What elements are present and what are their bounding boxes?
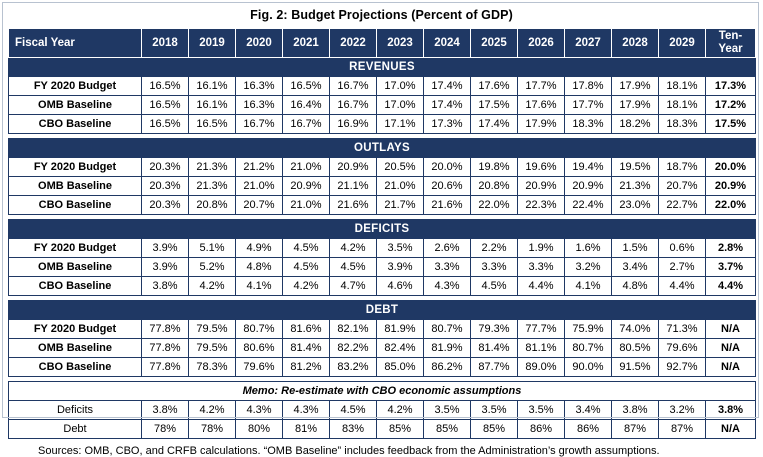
table-cell: 16.5% xyxy=(189,115,236,134)
table-header-row xyxy=(9,29,756,58)
table-cell: 19.8% xyxy=(471,158,518,177)
row-label: OMB Baseline xyxy=(9,177,142,196)
table-cell: 17.4% xyxy=(424,96,471,115)
table-cell: 20.3% xyxy=(142,158,189,177)
table-cell: 80.6% xyxy=(236,339,283,358)
table-cell: 4.5% xyxy=(283,239,330,258)
table-cell: 19.5% xyxy=(612,158,659,177)
table-cell: 17.5% xyxy=(471,96,518,115)
table-cell: 21.0% xyxy=(283,196,330,215)
table-row xyxy=(9,258,756,277)
table-cell: 17.0% xyxy=(377,77,424,96)
table-cell: 17.4% xyxy=(471,115,518,134)
row-label: CBO Baseline xyxy=(9,115,142,134)
table-cell: 17.9% xyxy=(612,96,659,115)
table-cell: 16.7% xyxy=(283,115,330,134)
table-cell: 4.5% xyxy=(330,258,377,277)
table-cell: 16.7% xyxy=(236,115,283,134)
table-cell: 3.2% xyxy=(565,258,612,277)
table-cell: 21.3% xyxy=(612,177,659,196)
section-band-label: OUTLAYS xyxy=(9,139,756,158)
section-band-label: REVENUES xyxy=(9,58,756,77)
table-cell: 3.2% xyxy=(659,401,706,420)
column-header-year: 2019 xyxy=(189,29,236,58)
table-cell: 77.7% xyxy=(518,320,565,339)
table-cell: 4.2% xyxy=(189,277,236,296)
table-cell: 80.7% xyxy=(565,339,612,358)
column-header-year: 2027 xyxy=(565,29,612,58)
table-cell: 21.6% xyxy=(424,196,471,215)
ten-year-cell: 22.0% xyxy=(706,196,756,215)
table-cell: 21.3% xyxy=(189,158,236,177)
table-cell: 21.2% xyxy=(236,158,283,177)
page-title: Fig. 2: Budget Projections (Percent of GDP) xyxy=(250,8,513,22)
table-cell: 3.4% xyxy=(565,401,612,420)
table-cell: 4.3% xyxy=(283,401,330,420)
section-band-label: DEBT xyxy=(9,301,756,320)
ten-year-cell: N/A xyxy=(706,420,756,439)
table-cell: 20.5% xyxy=(377,158,424,177)
table-cell: 4.2% xyxy=(330,239,377,258)
section-band-row xyxy=(9,301,756,320)
section-band-row xyxy=(9,220,756,239)
table-cell: 79.3% xyxy=(471,320,518,339)
table-cell: 82.4% xyxy=(377,339,424,358)
table-row xyxy=(9,420,756,439)
row-label: OMB Baseline xyxy=(9,258,142,277)
table-cell: 17.9% xyxy=(612,77,659,96)
table-cell: 80.7% xyxy=(424,320,471,339)
table-cell: 3.5% xyxy=(471,401,518,420)
column-header-year: 2024 xyxy=(424,29,471,58)
table-cell: 3.5% xyxy=(518,401,565,420)
table-row xyxy=(9,115,756,134)
column-header-ten-year: Ten- Year xyxy=(706,29,756,58)
column-header-year: 2021 xyxy=(283,29,330,58)
table-cell: 17.3% xyxy=(424,115,471,134)
table-cell: 16.1% xyxy=(189,77,236,96)
table-cell: 0.6% xyxy=(659,239,706,258)
ten-year-cell: 17.2% xyxy=(706,96,756,115)
table-cell: 17.7% xyxy=(518,77,565,96)
source-note: Sources: OMB, CBO, and CRFB calculations. “OMB Baseline” includes feedback from the Administration’s growth assumptions. xyxy=(38,445,660,457)
table-cell: 89.0% xyxy=(518,358,565,377)
section-band-label: Memo: Re-estimate with CBO economic assumptions xyxy=(9,382,756,401)
table-cell: 18.1% xyxy=(659,77,706,96)
table-cell: 22.4% xyxy=(565,196,612,215)
table-cell: 21.7% xyxy=(377,196,424,215)
table-cell: 3.5% xyxy=(424,401,471,420)
table-cell: 18.1% xyxy=(659,96,706,115)
table-cell: 85% xyxy=(471,420,518,439)
table-cell: 4.1% xyxy=(565,277,612,296)
table-cell: 4.4% xyxy=(518,277,565,296)
table-cell: 78.3% xyxy=(189,358,236,377)
table-cell: 2.6% xyxy=(424,239,471,258)
table-cell: 79.6% xyxy=(236,358,283,377)
table-cell: 20.9% xyxy=(330,158,377,177)
table-row xyxy=(9,96,756,115)
table-cell: 4.7% xyxy=(330,277,377,296)
ten-year-cell: 3.7% xyxy=(706,258,756,277)
table-cell: 81.9% xyxy=(424,339,471,358)
table-cell: 16.3% xyxy=(236,96,283,115)
table-cell: 19.6% xyxy=(518,158,565,177)
table-cell: 81.6% xyxy=(283,320,330,339)
table-cell: 5.2% xyxy=(189,258,236,277)
column-header-year: 2022 xyxy=(330,29,377,58)
column-header-year: 2025 xyxy=(471,29,518,58)
table-cell: 19.4% xyxy=(565,158,612,177)
table-cell: 20.0% xyxy=(424,158,471,177)
table-cell: 86% xyxy=(518,420,565,439)
table-cell: 16.5% xyxy=(283,77,330,96)
table-cell: 3.9% xyxy=(142,239,189,258)
table-cell: 82.2% xyxy=(330,339,377,358)
row-label: CBO Baseline xyxy=(9,358,142,377)
table-cell: 4.6% xyxy=(377,277,424,296)
ten-year-cell: 2.8% xyxy=(706,239,756,258)
table-cell: 16.3% xyxy=(236,77,283,96)
table-cell: 79.6% xyxy=(659,339,706,358)
row-label: OMB Baseline xyxy=(9,339,142,358)
table-cell: 16.5% xyxy=(142,77,189,96)
table-cell: 16.9% xyxy=(330,115,377,134)
table-cell: 80.7% xyxy=(236,320,283,339)
table-cell: 4.5% xyxy=(330,401,377,420)
table-cell: 20.9% xyxy=(283,177,330,196)
ten-year-cell: N/A xyxy=(706,339,756,358)
table-cell: 86% xyxy=(565,420,612,439)
table-cell: 21.1% xyxy=(330,177,377,196)
table-cell: 3.4% xyxy=(612,258,659,277)
column-header-year: 2020 xyxy=(236,29,283,58)
section-band-row xyxy=(9,139,756,158)
row-label: FY 2020 Budget xyxy=(9,239,142,258)
table-cell: 85% xyxy=(424,420,471,439)
table-cell: 87% xyxy=(659,420,706,439)
row-label: FY 2020 Budget xyxy=(9,77,142,96)
table-cell: 1.6% xyxy=(565,239,612,258)
ten-year-cell: N/A xyxy=(706,320,756,339)
ten-year-cell: 20.9% xyxy=(706,177,756,196)
section-band-label: DEFICITS xyxy=(9,220,756,239)
table-cell: 3.8% xyxy=(142,401,189,420)
table-cell: 2.7% xyxy=(659,258,706,277)
table-cell: 16.4% xyxy=(283,96,330,115)
ten-year-cell: 20.0% xyxy=(706,158,756,177)
table-cell: 4.8% xyxy=(236,258,283,277)
table-cell: 2.2% xyxy=(471,239,518,258)
table-cell: 5.1% xyxy=(189,239,236,258)
row-label: FY 2020 Budget xyxy=(9,158,142,177)
table-cell: 85% xyxy=(377,420,424,439)
table-cell: 81.4% xyxy=(471,339,518,358)
table-cell: 3.8% xyxy=(142,277,189,296)
table-cell: 74.0% xyxy=(612,320,659,339)
table-cell: 21.0% xyxy=(377,177,424,196)
ten-year-cell: 4.4% xyxy=(706,277,756,296)
table-cell: 22.0% xyxy=(471,196,518,215)
ten-year-cell: 17.3% xyxy=(706,77,756,96)
table-cell: 17.1% xyxy=(377,115,424,134)
table-cell: 17.9% xyxy=(518,115,565,134)
table-cell: 77.8% xyxy=(142,339,189,358)
table-row xyxy=(9,401,756,420)
column-header-year: 2023 xyxy=(377,29,424,58)
table-cell: 77.8% xyxy=(142,358,189,377)
table-cell: 20.3% xyxy=(142,196,189,215)
table-cell: 20.9% xyxy=(518,177,565,196)
table-cell: 90.0% xyxy=(565,358,612,377)
table-cell: 87% xyxy=(612,420,659,439)
table-cell: 83% xyxy=(330,420,377,439)
table-cell: 20.9% xyxy=(565,177,612,196)
table-cell: 21.0% xyxy=(283,158,330,177)
table-cell: 3.3% xyxy=(424,258,471,277)
table-cell: 21.6% xyxy=(330,196,377,215)
row-label: Debt xyxy=(9,420,142,439)
table-cell: 4.5% xyxy=(471,277,518,296)
table-cell: 1.9% xyxy=(518,239,565,258)
table-row xyxy=(9,196,756,215)
table-cell: 83.2% xyxy=(330,358,377,377)
table-cell: 16.5% xyxy=(142,96,189,115)
row-label: FY 2020 Budget xyxy=(9,320,142,339)
table-cell: 4.2% xyxy=(377,401,424,420)
ten-year-cell: 3.8% xyxy=(706,401,756,420)
column-header-year: 2028 xyxy=(612,29,659,58)
table-cell: 17.6% xyxy=(471,77,518,96)
table-cell: 17.8% xyxy=(565,77,612,96)
table-cell: 16.1% xyxy=(189,96,236,115)
table-cell: 17.7% xyxy=(565,96,612,115)
table-cell: 81.9% xyxy=(377,320,424,339)
table-cell: 81.4% xyxy=(283,339,330,358)
table-cell: 18.2% xyxy=(612,115,659,134)
table-cell: 16.5% xyxy=(142,115,189,134)
table-cell: 82.1% xyxy=(330,320,377,339)
table-cell: 81.2% xyxy=(283,358,330,377)
table-cell: 18.7% xyxy=(659,158,706,177)
table-cell: 4.2% xyxy=(189,401,236,420)
table-row xyxy=(9,358,756,377)
table-cell: 4.8% xyxy=(612,277,659,296)
table-row xyxy=(9,77,756,96)
table-cell: 4.4% xyxy=(659,277,706,296)
table-cell: 92.7% xyxy=(659,358,706,377)
table-cell: 91.5% xyxy=(612,358,659,377)
row-label: CBO Baseline xyxy=(9,277,142,296)
table-cell: 79.5% xyxy=(189,339,236,358)
table-cell: 18.3% xyxy=(565,115,612,134)
table-cell: 3.3% xyxy=(518,258,565,277)
table-cell: 20.3% xyxy=(142,177,189,196)
row-label: OMB Baseline xyxy=(9,96,142,115)
column-header-year: 2018 xyxy=(142,29,189,58)
table-cell: 22.7% xyxy=(659,196,706,215)
table-cell: 71.3% xyxy=(659,320,706,339)
table-cell: 23.0% xyxy=(612,196,659,215)
table-cell: 4.1% xyxy=(236,277,283,296)
table-cell: 20.8% xyxy=(189,196,236,215)
table-row xyxy=(9,339,756,358)
table-cell: 17.0% xyxy=(377,96,424,115)
table-cell: 4.3% xyxy=(424,277,471,296)
table-cell: 18.3% xyxy=(659,115,706,134)
table-cell: 75.9% xyxy=(565,320,612,339)
ten-year-cell: 17.5% xyxy=(706,115,756,134)
table-cell: 20.8% xyxy=(471,177,518,196)
table-cell: 78% xyxy=(142,420,189,439)
table-cell: 1.5% xyxy=(612,239,659,258)
table-cell: 81% xyxy=(283,420,330,439)
column-header-year: 2029 xyxy=(659,29,706,58)
table-cell: 87.7% xyxy=(471,358,518,377)
table-cell: 4.9% xyxy=(236,239,283,258)
table-row xyxy=(9,277,756,296)
section-band-row xyxy=(9,58,756,77)
table-cell: 4.5% xyxy=(283,258,330,277)
budget-projections-table xyxy=(8,28,756,439)
table-cell: 3.5% xyxy=(377,239,424,258)
table-cell: 3.8% xyxy=(612,401,659,420)
ten-year-cell: N/A xyxy=(706,358,756,377)
table-cell: 3.9% xyxy=(142,258,189,277)
table-cell: 16.7% xyxy=(330,77,377,96)
table-cell: 78% xyxy=(189,420,236,439)
table-row xyxy=(9,158,756,177)
section-band-row xyxy=(9,382,756,401)
table-row xyxy=(9,239,756,258)
table-cell: 16.7% xyxy=(330,96,377,115)
table-cell: 22.3% xyxy=(518,196,565,215)
table-cell: 86.2% xyxy=(424,358,471,377)
column-header-year: 2026 xyxy=(518,29,565,58)
table-cell: 4.2% xyxy=(283,277,330,296)
row-label: Deficits xyxy=(9,401,142,420)
table-cell: 20.7% xyxy=(659,177,706,196)
table-cell: 81.1% xyxy=(518,339,565,358)
table-cell: 3.3% xyxy=(471,258,518,277)
table-cell: 21.0% xyxy=(236,177,283,196)
table-cell: 17.6% xyxy=(518,96,565,115)
table-cell: 17.4% xyxy=(424,77,471,96)
table-cell: 20.6% xyxy=(424,177,471,196)
table-cell: 79.5% xyxy=(189,320,236,339)
table-cell: 80% xyxy=(236,420,283,439)
table-cell: 3.9% xyxy=(377,258,424,277)
table-cell: 4.3% xyxy=(236,401,283,420)
column-header-fiscal-year: Fiscal Year xyxy=(9,29,142,58)
table-row xyxy=(9,177,756,196)
table-cell: 85.0% xyxy=(377,358,424,377)
row-label: CBO Baseline xyxy=(9,196,142,215)
table-cell: 80.5% xyxy=(612,339,659,358)
table-cell: 21.3% xyxy=(189,177,236,196)
table-cell: 20.7% xyxy=(236,196,283,215)
table-cell: 77.8% xyxy=(142,320,189,339)
table-row xyxy=(9,320,756,339)
